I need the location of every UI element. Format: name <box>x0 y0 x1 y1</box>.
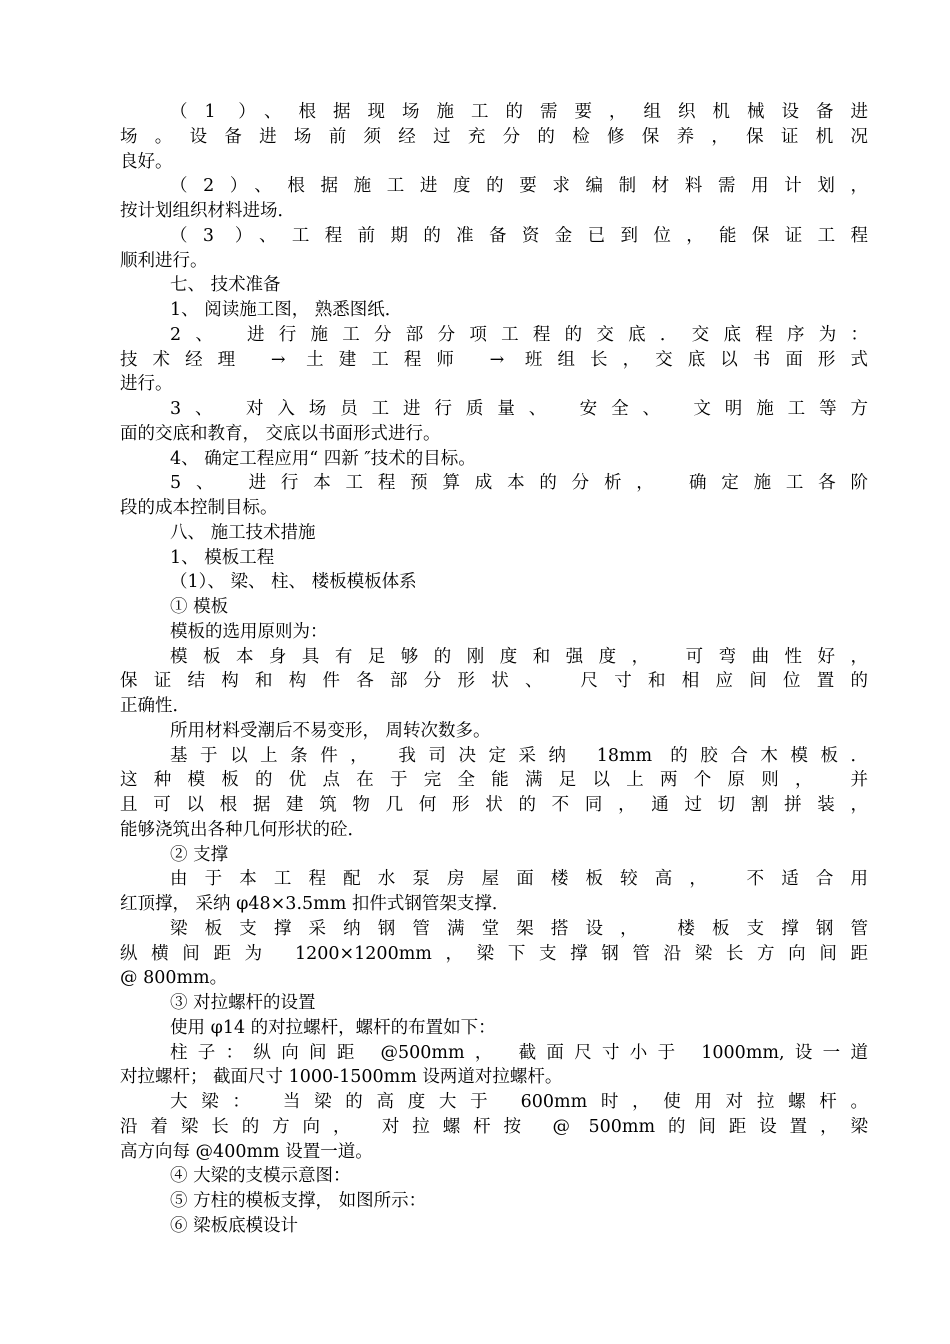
text-line: 场。设备进场前须经过充分的检修保养，保证机况 <box>120 126 868 147</box>
text-line: ④ 大梁的支模示意图： <box>170 1166 351 1187</box>
text-line: （1）、 梁、 柱、 楼板模板体系 <box>170 572 417 593</box>
text-line: 模板本身具有足够的刚度和强度， 可弯曲性好， <box>170 646 868 667</box>
text-line: 按计划组织材料进场． <box>120 201 295 221</box>
text-line: 对拉螺杆； 截面尺寸 1000-1500mm 设两道对拉螺杆。 <box>120 1067 563 1088</box>
document-body <box>120 100 868 1239</box>
text-line: 保证结构和构件各部分形状、 尺寸和相应间位置的 <box>120 671 868 692</box>
text-line: 能够浇筑出各种几何形状的砼． <box>120 819 365 840</box>
text-line: 沿着梁长的方向， 对拉螺杆按 @ 500mm的间距设置，梁 <box>120 1116 868 1137</box>
text-line: ③ 对拉螺杆的设置 <box>170 993 316 1013</box>
text-line: （2）、根据施工进度的要求编制材料需用计划， <box>170 176 868 197</box>
text-line: ⑥ 梁板底模设计 <box>170 1215 299 1236</box>
text-line: 1、 阅读施工图， 熟悉图纸． <box>170 300 403 320</box>
text-line: 3、 对入场员工进行质量、 安全、 文明施工等方 <box>170 399 868 419</box>
text-line: 使用 φ14 的对拉螺杆，螺杆的布置如下： <box>170 1017 496 1038</box>
text-line: 红顶撑， 采纳 φ48×3.5mm 扣件式钢管架支撑． <box>120 894 510 914</box>
text-line: 良好。 <box>120 151 173 172</box>
text-line: 纵横间距为 1200×1200mm，梁下支撑钢管沿梁长方向间距 <box>120 943 868 964</box>
text-line: 所用材料受潮后不易变形， 周转次数多。 <box>170 720 491 741</box>
text-line: 顺利进行。 <box>120 250 208 271</box>
text-line: 且可以根据建筑物几何形状的不同，通过切割拼装， <box>120 795 868 815</box>
text-line: 梁板支撑采纳钢管满堂架搭设， 楼板支撑钢管 <box>170 918 868 939</box>
text-line: 这种模板的优点在于完全能满足以上两个原则， 并 <box>120 770 868 791</box>
text-line: 基于以上条件， 我司决定采纳 18mm 的胶合木模板． <box>170 745 868 766</box>
text-line: 正确性． <box>120 696 190 716</box>
text-line: 1、 模板工程 <box>170 547 275 568</box>
text-line: （1 ）、根据现场施工的需要，组织机械设备进 <box>170 102 868 122</box>
text-line: 5、 进行本工程预算成本的分析， 确定施工各阶 <box>170 473 868 494</box>
text-line: ② 支撑 <box>170 844 229 865</box>
text-line: 4、 确定工程应用“ 四新 ″技术的目标。 <box>170 448 476 469</box>
text-line: 段的成本控制目标。 <box>120 498 278 518</box>
text-line: ⑤ 方柱的模板支撑， 如图所示： <box>170 1191 427 1211</box>
text-line: 七、 技术准备 <box>170 275 281 296</box>
text-line: 技术经理 → 土建工程师 → 班组长，交底以书面形式 <box>120 349 868 370</box>
text-line: 柱子：纵向间距 @500mm， 截面尺寸小于 1000mm,设一道 <box>170 1042 868 1063</box>
text-line: 模板的选用原则为： <box>170 621 328 642</box>
text-line: （3 ）、工程前期的准备资金已到位，能保证工程 <box>170 225 868 246</box>
text-line: 高方向每 @400mm 设置一道。 <box>120 1141 373 1162</box>
text-line: 进行。 <box>120 374 173 395</box>
text-line: ① 模板 <box>170 597 229 617</box>
text-line: 由于本工程配水泵房屋面楼板较高， 不适合用 <box>170 869 868 890</box>
text-line: @ 800mm。 <box>120 968 228 989</box>
text-line: 八、 施工技术措施 <box>170 522 316 543</box>
text-line: 2、 进行施工分部分项工程的交底．交底程序为： <box>170 324 868 345</box>
text-line: 面的交底和教育， 交底以书面形式进行。 <box>120 423 441 444</box>
text-line: 大梁： 当梁的高度大于 600mm时，使用对拉螺杆。 <box>170 1092 868 1112</box>
